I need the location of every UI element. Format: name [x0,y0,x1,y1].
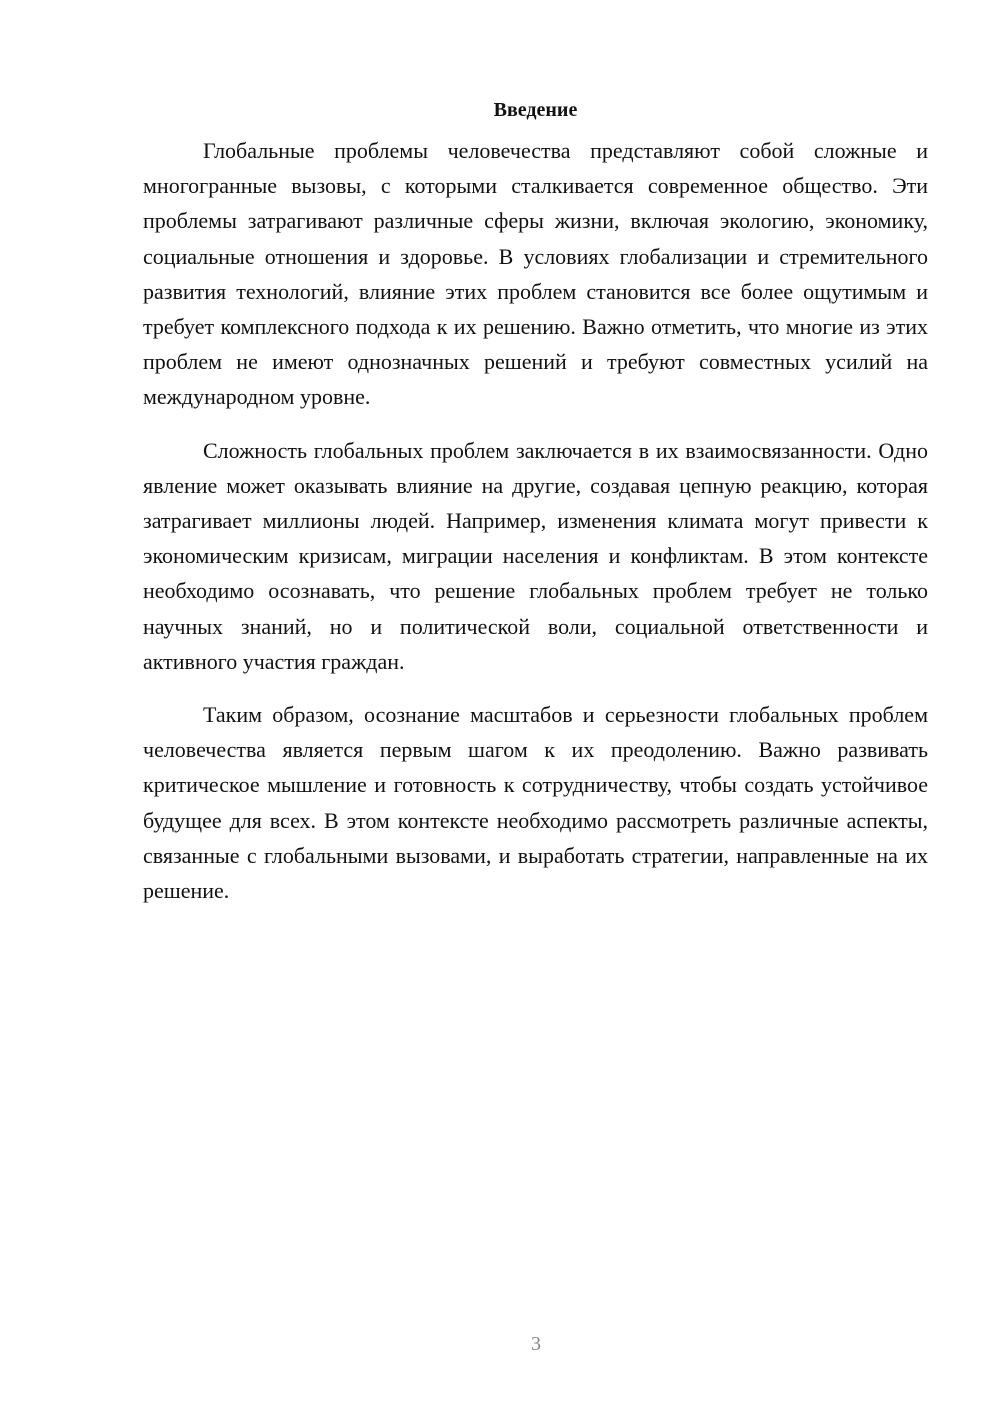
paragraph-2: Сложность глобальных проблем заключается в их взаимосвязанности. Одно явление может оказывать влияние на другие, создавая цепную реакцию, которая затрагивает миллионы людей. Например, изменения климата могут привести к экономическим кризисам, миграции населения и конфликтам. В этом контексте необходимо осознавать, что решение глобальных проблем требует не только научных знаний, но и политической воли, социальной ответственности и активного участия граждан. [143,437,928,674]
paragraph-3: Таким образом, осознание масштабов и серьезности глобальных проблем человечества является первым шагом к их преодолению. Важно развивать критическое мышление и готовность к сотрудничеству, чтобы создать устойчивое будущее для всех. В этом контексте необходимо рассмотреть различные аспекты, связанные с глобальными вызовами, и выработать стратегии, направленные на их решение. [143,702,928,904]
section-heading: Введение [493,99,578,121]
page-number: 3 [531,1333,541,1355]
page-body [143,93,928,908]
paragraph-1: Глобальные проблемы человечества представляют собой сложные и многогранные вызовы, с которыми сталкивается современное общество. Эти проблемы затрагивают различные сферы жизни, включая экологию, экономику, социальные отношения и здоровье. В условиях глобализации и стремительного развития технологий, влияние этих проблем становится все более ощутимым и требует комплексного подхода к их решению. Важно отметить, что многие из этих проблем не имеют однозначных решений и требуют совместных усилий на международном уровне. [143,138,928,410]
